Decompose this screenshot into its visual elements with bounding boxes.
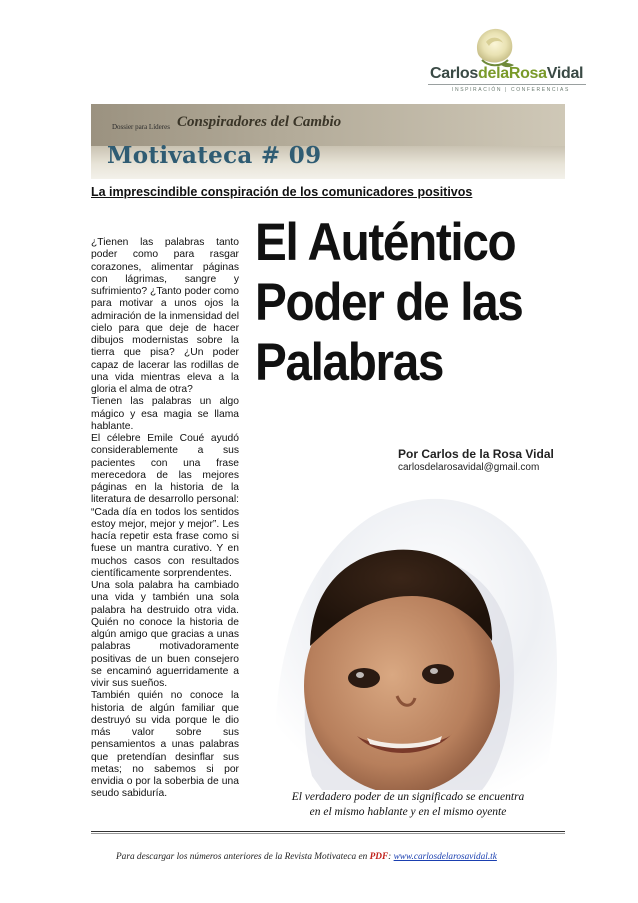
brand-tagline: INSPIRACIÓN | CONFERENCIAS bbox=[452, 87, 570, 93]
title-line: El Auténtico bbox=[255, 213, 516, 272]
paragraph: También quién no conoce la historia de algún familiar que destruyó su vida porque le dio más valor sobre sus pensamientos a unas palabras que pretendían desinflar sus metas; no sabemos si por envidia o por la soberbia de una seudo sabiduría. bbox=[91, 690, 239, 800]
article-body bbox=[91, 237, 239, 801]
photo-caption bbox=[268, 790, 548, 820]
title-line: Poder de las bbox=[255, 273, 523, 332]
child-photo bbox=[252, 446, 564, 790]
caption-line: en el mismo hablante y en el mismo oyente bbox=[309, 806, 507, 818]
issue-title: Motivateca # 09 bbox=[107, 142, 322, 169]
footer-note bbox=[116, 852, 497, 862]
author-byline: Por Carlos de la Rosa Vidal bbox=[398, 447, 554, 461]
series-title: Conspiradores del Cambio bbox=[177, 114, 342, 130]
footer-rule-thin bbox=[91, 833, 565, 834]
paragraph: El célebre Emile Coué ayudó considerablemente a sus pacientes con una frase merecedora de las mejores páginas en la historia de la literatura de desarrollo personal: “Cada día en todos los sentidos estoy mejor, mejor y mejor”. Les hacía repetir esta frase como si fuese un mantra curativo. Y en muchos casos con resultados científicamente sorprendentes. bbox=[91, 433, 239, 579]
article-title bbox=[255, 213, 525, 393]
footer-rule bbox=[91, 831, 565, 832]
brand-divider bbox=[428, 84, 586, 85]
paragraph: ¿Tienen las palabras tanto poder como para rasgar corazones, alimentar páginas con lágrimas, sangre y sufrimiento? ¿Tanto poder como para motivar a unos ojos la admiración de la inmensidad del cielo para que deje de hacer dibujos modernistas sobre la tierra que pisa? ¿Un poder capaz de lacerar las rodillas de una vida mientras eleva a la gloria el alma de otra? bbox=[91, 237, 239, 395]
pdf-label: PDF bbox=[369, 852, 389, 862]
brand-name: CarlosdelaRosaVidal bbox=[430, 65, 584, 82]
website-link[interactable]: www.carlosdelarosavidal.tk bbox=[393, 852, 497, 862]
paragraph: Tienen las palabras un algo mágico y esa magia se llama hablante. bbox=[91, 396, 239, 432]
paragraph: Una sola palabra ha cambiado una vida y también una sola palabra ha destruido otra vida. Quién no conoce la historia de algún amigo que gracias a unas palabras motivadoramente positivas de un buen consejero se encaminó aguerridamente a vivir sus sueños. bbox=[91, 580, 239, 689]
headline: La imprescindible conspiración de los comunicadores positivos bbox=[91, 185, 473, 199]
title-line: Palabras bbox=[255, 333, 444, 392]
author-email: carlosdelarosavidal@gmail.com bbox=[398, 462, 540, 473]
footer-text: Para descargar los números anteriores de la Revista Motivateca en bbox=[116, 852, 370, 862]
caption-line: El verdadero poder de un significado se encuentra bbox=[291, 791, 525, 803]
footer-separator: : bbox=[388, 852, 394, 862]
dossier-label: Dossier para Líderes bbox=[112, 123, 170, 131]
